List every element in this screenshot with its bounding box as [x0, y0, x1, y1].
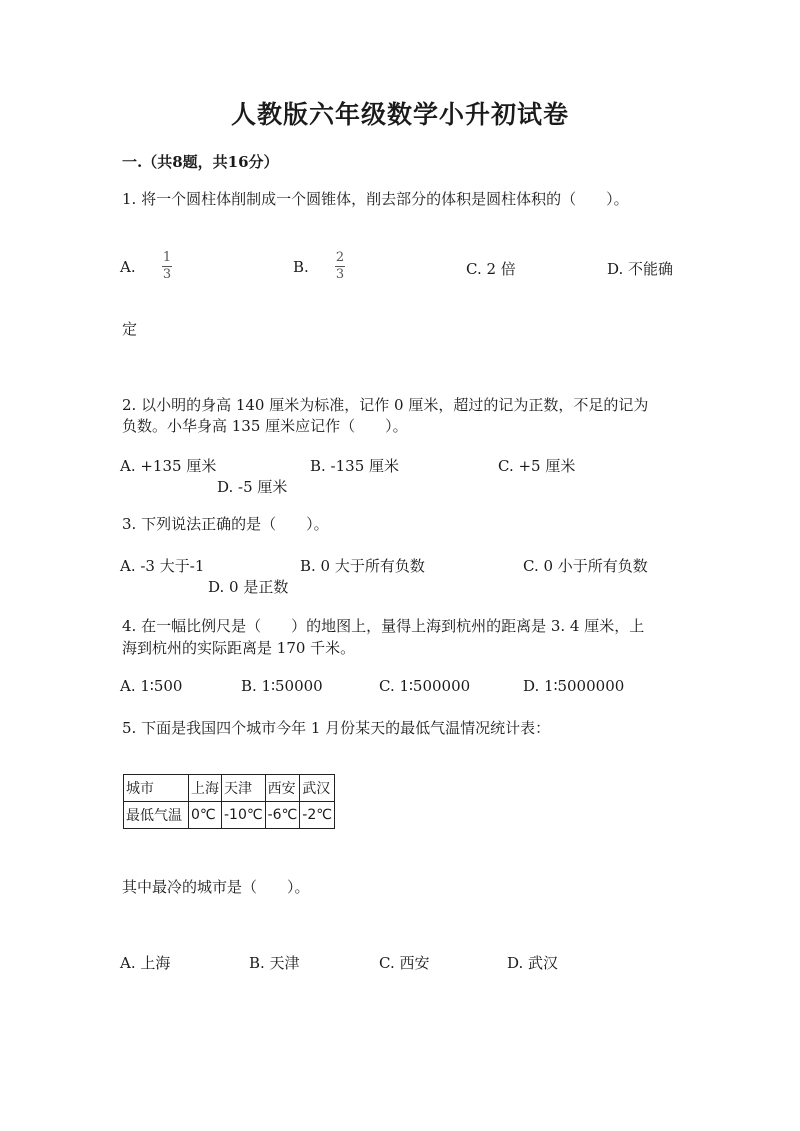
- table-header-cell: 武汉: [300, 775, 335, 802]
- q5-option-d: D. 武汉: [507, 954, 559, 972]
- table-header-cell: 城市: [124, 775, 189, 802]
- q1-option-a-numerator: 1: [162, 250, 172, 265]
- q1-option-b-label: B.: [293, 258, 309, 276]
- q4-option-d: D. 1∶5000000: [523, 677, 625, 695]
- q2-option-b: B. -135 厘米: [310, 457, 400, 475]
- table-row: [124, 802, 335, 829]
- q4-option-b: B. 1∶50000: [241, 677, 323, 695]
- q1-option-b-denominator: 3: [335, 267, 345, 282]
- q1-option-d: D. 不能确: [607, 260, 674, 278]
- table-cell: 0℃: [189, 802, 222, 829]
- q1-option-d-wrap: 定: [122, 320, 138, 338]
- table-header-cell: 天津: [222, 775, 266, 802]
- q4-option-a: A. 1∶500: [120, 677, 183, 695]
- table-row: [124, 775, 335, 802]
- question-3-text: 3. 下列说法正确的是（ ）。: [122, 515, 329, 533]
- table-header-cell: 上海: [189, 775, 222, 802]
- q5-option-a: A. 上海: [120, 954, 171, 972]
- q1-option-b-fraction: [335, 251, 345, 282]
- q2-option-c: C. +5 厘米: [498, 457, 576, 475]
- question-5-text: 5. 下面是我国四个城市今年 1 月份某天的最低气温情况统计表：: [122, 719, 551, 737]
- q3-option-b: B. 0 大于所有负数: [300, 557, 425, 575]
- table-cell: -6℃: [265, 802, 300, 829]
- table-cell: -10℃: [222, 802, 266, 829]
- q1-option-a-fraction: [162, 251, 172, 282]
- question-2-line-2: 负数。小华身高 135 厘米应记作（ ）。: [122, 417, 408, 435]
- section-heading: 一.（共8题，共16分）: [122, 153, 279, 171]
- q1-option-c: C. 2 倍: [466, 260, 516, 278]
- q2-option-a: A. +135 厘米: [120, 457, 217, 475]
- question-5-follow-up: 其中最冷的城市是（ ）。: [122, 878, 310, 896]
- q3-option-c: C. 0 小于所有负数: [523, 557, 648, 575]
- q3-option-a: A. -3 大于-1: [120, 557, 205, 575]
- q1-option-a-label: A.: [120, 258, 136, 276]
- q2-option-d: D. -5 厘米: [217, 478, 288, 496]
- q1-option-b-numerator: 2: [335, 250, 345, 265]
- q3-option-d: D. 0 是正数: [208, 578, 289, 596]
- q5-option-c: C. 西安: [379, 954, 430, 972]
- question-4-line-1: 4. 在一幅比例尺是（ ）的地图上，量得上海到杭州的距离是 3. 4 厘米，上: [122, 617, 645, 635]
- question-1-text: 1. 将一个圆柱体削制成一个圆锥体，削去部分的体积是圆柱体积的（ ）。: [122, 190, 629, 208]
- q5-option-b: B. 天津: [249, 954, 300, 972]
- q4-option-c: C. 1∶500000: [379, 677, 471, 695]
- q1-option-a-denominator: 3: [162, 267, 172, 282]
- temperature-table: [123, 774, 335, 829]
- page-title: 人教版六年级数学小升初试卷: [230, 100, 569, 129]
- question-4-line-2: 海到杭州的实际距离是 170 千米。: [122, 639, 356, 657]
- question-2-line-1: 2. 以小明的身高 140 厘米为标准，记作 0 厘米，超过的记为正数，不足的记为: [122, 396, 649, 414]
- table-cell: 最低气温: [124, 802, 189, 829]
- table-cell: -2℃: [300, 802, 335, 829]
- table-header-cell: 西安: [265, 775, 300, 802]
